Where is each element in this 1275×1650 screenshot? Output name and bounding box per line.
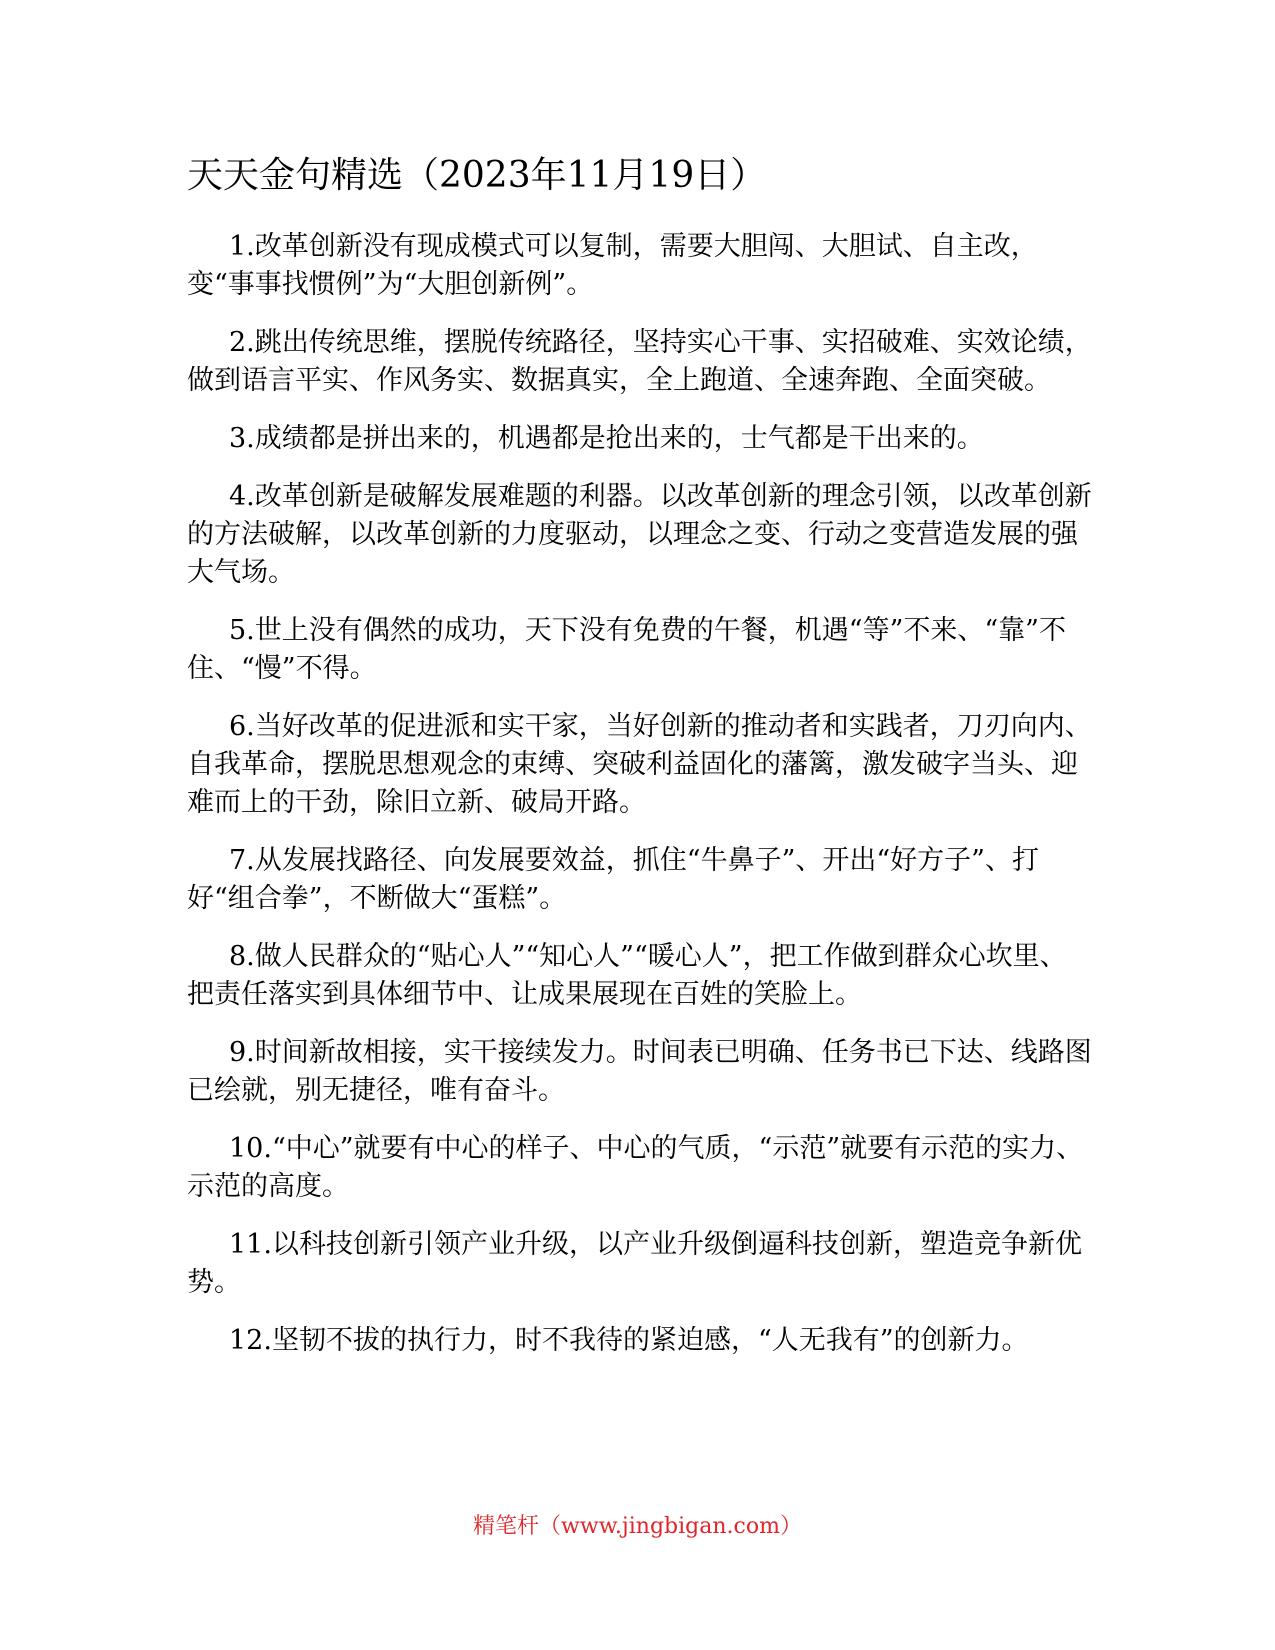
quote-item-11: 11.以科技创新引领产业升级，以产业升级倒逼科技创新，塑造竞争新优势。	[187, 1229, 1082, 1298]
quote-item-9: 9.时间新故相接，实干接续发力。时间表已明确、任务书已下达、线路图已绘就，别无捷径，唯有奋斗。	[187, 1037, 1092, 1106]
quote-item-5: 5.世上没有偶然的成功，天下没有免费的午餐，机遇“等”不来、“靠”不住、“慢”不得。	[187, 615, 1066, 684]
page-title: 天天金句精选（2023年11月19日）	[187, 155, 767, 196]
quote-item-7: 7.从发展找路径、向发展要效益，抓住“牛鼻子”、开出“好方子”、打好“组合拳”，不断做大“蛋糕”。	[187, 845, 1039, 914]
quote-item-10: 10.“中心”就要有中心的样子、中心的气质，“示范”就要有示范的实力、示范的高度。	[187, 1133, 1084, 1202]
quote-item-4: 4.改革创新是破解发展难题的利器。以改革创新的理念引领，以改革创新的方法破解，以改革创新的力度驱动，以理念之变、行动之变营造发展的强大气场。	[187, 481, 1092, 588]
quote-item-6: 6.当好改革的促进派和实干家，当好创新的推动者和实践者，刀刃向内、自我革命，摆脱思想观念的束缚、突破利益固化的藩篱，激发破字当头、迎难而上的干劲，除旧立新、破局开路。	[187, 711, 1092, 818]
quote-item-3: 3.成绩都是拼出来的，机遇都是抢出来的，士气都是干出来的。	[229, 423, 984, 454]
quote-item-2: 2.跳出传统思维，摆脱传统路径，坚持实心干事、实招破难、实效论绩，做到语言平实、作风务实、数据真实，全上跑道、全速奔跑、全面突破。	[187, 327, 1092, 396]
footer-site-link[interactable]: 精笔杆（www.jingbigan.com）	[473, 1514, 802, 1539]
quote-item-12: 12.坚韧不拔的执行力，时不我待的紧迫感，“人无我有”的创新力。	[229, 1325, 1029, 1356]
quote-item-1: 1.改革创新没有现成模式可以复制，需要大胆闯、大胆试、自主改，变“事事找惯例”为“大胆创新例”。	[187, 231, 1038, 300]
quote-item-8: 8.做人民群众的“贴心人”“知心人”“暖心人”，把工作做到群众心坎里、把责任落实到具体细节中、让成果展现在百姓的笑脸上。	[187, 941, 1067, 1010]
quote-list	[187, 228, 1092, 1380]
